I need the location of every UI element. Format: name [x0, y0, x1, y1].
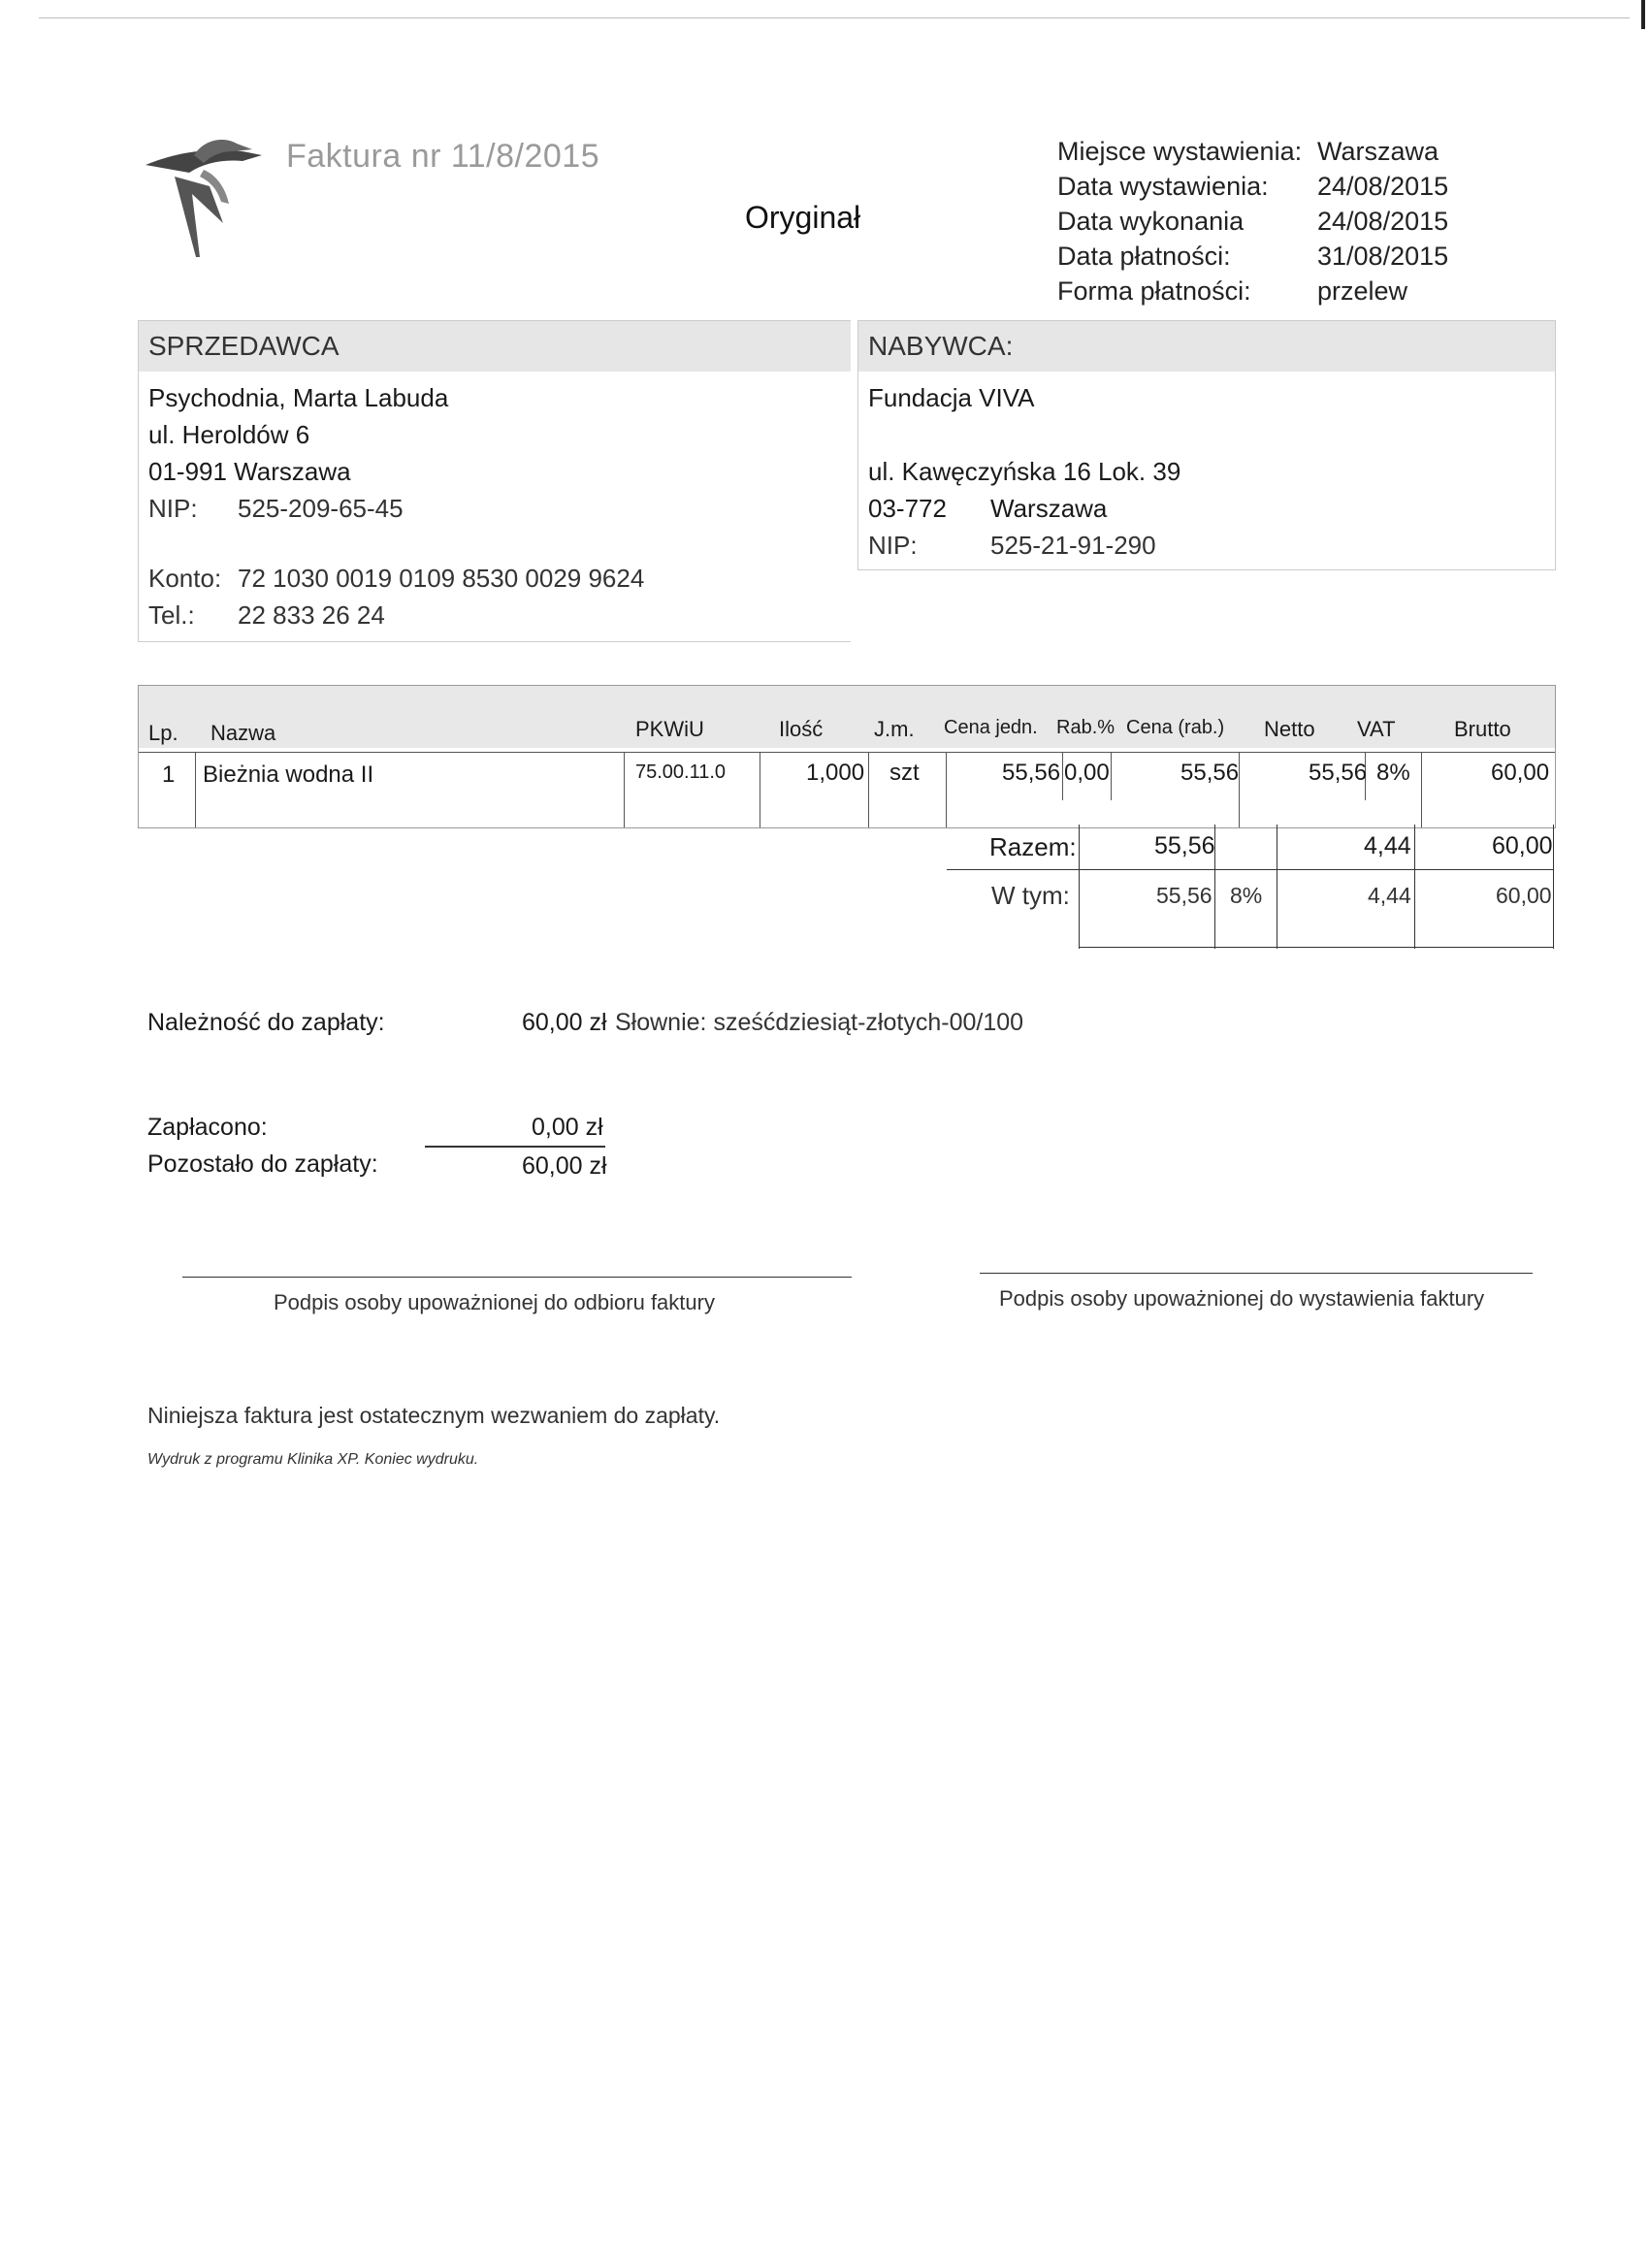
col-divider [868, 752, 869, 827]
razem-brutto: 60,00 [1492, 832, 1553, 859]
wtym-brutto: 60,00 [1496, 883, 1552, 908]
totals-divider [1553, 825, 1554, 949]
cell-nazwa: Bieżnia wodna II [203, 761, 374, 788]
seller-street: ul. Heroldów 6 [148, 420, 310, 449]
row-divider [139, 752, 1555, 753]
seller-heading: SPRZEDAWCA [139, 321, 851, 372]
totals-divider [947, 869, 1554, 870]
meta-row: Data wykonania 24/08/2015 [1057, 204, 1448, 239]
seller-account-row: Konto: 72 1030 0019 0109 8530 0029 9624 [148, 564, 645, 593]
due-label: Należność do zapłaty: [147, 1009, 385, 1036]
buyer-city-row [858, 490, 1555, 527]
receiver-signature-line [182, 1277, 852, 1278]
buyer-postcode: 03-772 [868, 494, 947, 523]
buyer-box [857, 320, 1556, 570]
seller-phone: 22 833 26 24 [238, 600, 385, 630]
totals-block [947, 825, 1554, 949]
totals-divider [1079, 947, 1554, 948]
bird-logo-icon [136, 126, 272, 262]
cell-ilosc: 1,000 [806, 760, 865, 786]
seller-name: Psychodnia, Marta Labuda [148, 383, 449, 412]
razem-vat: 4,44 [1364, 832, 1411, 859]
items-table [138, 685, 1556, 828]
cell-cena: 55,56 [1002, 760, 1061, 786]
col-ilosc: Ilość [779, 717, 824, 741]
cell-jm: szt [889, 760, 920, 786]
cell-rab: 0,00 [1064, 760, 1110, 786]
col-pkwiu: PKWiU [635, 717, 704, 741]
seller-nip: 525-209-65-45 [238, 494, 404, 523]
cell-pkwiu: 75.00.11.0 [635, 761, 727, 783]
col-nazwa: Nazwa [210, 721, 276, 745]
cell-vat: 8% [1376, 760, 1410, 786]
buyer-street: ul. Kawęczyńska 16 Lok. 39 [868, 457, 1181, 486]
meta-row: Data płatności: 31/08/2015 [1057, 239, 1448, 274]
issuer-signature-label: Podpis osoby upoważnionej do wystawienia faktury [999, 1286, 1485, 1311]
razem-netto: 55,56 [1154, 832, 1215, 859]
buyer-name: Fundacja VIVA [868, 383, 1035, 412]
seller-nip-row: NIP: 525-209-65-45 [148, 494, 404, 523]
wtym-vat: 4,44 [1368, 883, 1411, 908]
service-date: 24/08/2015 [1317, 207, 1449, 236]
scan-edge-mark [1641, 0, 1645, 29]
cell-netto: 55,56 [1309, 760, 1368, 786]
invoice-title: Faktura nr 11/8/2015 [286, 138, 600, 175]
payment-date: 31/08/2015 [1317, 242, 1449, 271]
items-table-header [139, 686, 1555, 748]
col-divider [1062, 752, 1063, 800]
col-divider [1239, 752, 1240, 827]
printout-note: Wydruk z programu Klinika XP. Koniec wydruku. [147, 1451, 479, 1468]
invoice-meta [1057, 134, 1448, 308]
col-jm: J.m. [874, 717, 915, 741]
wtym-netto: 55,56 [1156, 883, 1212, 908]
due-amount: 60,00 zł [522, 1009, 607, 1036]
invoice-copy-label: Oryginał [745, 200, 861, 235]
issue-place: Warszawa [1317, 137, 1439, 166]
col-divider [195, 752, 196, 827]
col-lp: Lp. [148, 721, 178, 745]
col-vat: VAT [1357, 717, 1396, 741]
col-divider [946, 752, 947, 827]
cell-cena-rab: 55,56 [1180, 760, 1240, 786]
meta-row: Forma płatności: przelew [1057, 274, 1448, 308]
col-cena: Cena jedn. [944, 717, 1038, 738]
final-notice: Niniejsza faktura jest ostatecznym wezwaniem do zapłaty. [147, 1403, 721, 1428]
meta-row: Data wystawienia: 24/08/2015 [1057, 169, 1448, 204]
cell-brutto: 60,00 [1491, 760, 1550, 786]
buyer-heading: NABYWCA: [858, 321, 1555, 372]
meta-row: Miejsce wystawienia: Warszawa [1057, 134, 1448, 169]
seller-phone-row: Tel.: 22 833 26 24 [148, 600, 385, 630]
buyer-nip: 525-21-91-290 [990, 531, 1156, 560]
col-divider [1421, 752, 1422, 827]
razem-label: Razem: [989, 832, 1077, 861]
col-divider [1111, 752, 1112, 800]
col-netto: Netto [1264, 717, 1315, 741]
totals-divider [1079, 825, 1080, 949]
col-cena-rab: Cena (rab.) [1126, 717, 1225, 738]
payment-method: przelew [1317, 276, 1408, 306]
due-in-words: Słownie: sześćdziesiąt-złotych-00/100 [615, 1009, 1024, 1036]
seller-city: 01-991 Warszawa [148, 457, 351, 486]
paid-label: Zapłacono: [147, 1114, 268, 1141]
buyer-city: Warszawa [990, 494, 1108, 523]
seller-box [138, 320, 851, 642]
issuer-signature-line [980, 1273, 1533, 1274]
remaining-amount: 60,00 zł [522, 1152, 607, 1180]
col-rab: Rab.% [1056, 717, 1116, 738]
paid-underline [425, 1146, 605, 1148]
remaining-label: Pozostało do zapłaty: [147, 1150, 378, 1178]
buyer-nip-row: NIP: 525-21-91-290 [868, 531, 1156, 560]
wtym-label: W tym: [991, 881, 1070, 910]
col-divider [624, 752, 625, 827]
wtym-rate: 8% [1230, 883, 1263, 908]
totals-divider [1414, 825, 1415, 949]
paid-amount: 0,00 zł [532, 1114, 603, 1141]
issue-date: 24/08/2015 [1317, 172, 1449, 201]
col-brutto: Brutto [1454, 717, 1511, 741]
cell-lp: 1 [162, 761, 176, 788]
scan-top-line [39, 17, 1630, 18]
seller-account: 72 1030 0019 0109 8530 0029 9624 [238, 564, 645, 593]
receiver-signature-label: Podpis osoby upoważnionej do odbioru faktury [274, 1290, 715, 1314]
